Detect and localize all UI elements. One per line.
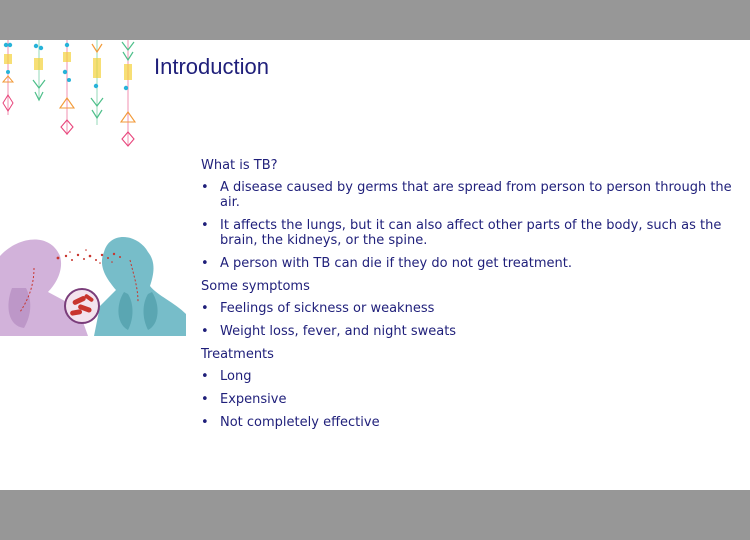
section-heading-treatments: Treatments bbox=[201, 347, 274, 362]
treatments-list bbox=[201, 369, 749, 430]
bullet: • bbox=[201, 369, 209, 384]
list-item: • It affects the lungs, but it can also affect other parts of the body, such as the brain, the kidneys, or the spine. bbox=[201, 218, 722, 248]
strand-3 bbox=[60, 40, 74, 135]
list-item: • A person with TB can die if they do not get treatment. bbox=[201, 256, 572, 271]
list-item: • Expensive bbox=[201, 392, 287, 407]
bacteria-magnifier bbox=[65, 289, 99, 323]
bullet: • bbox=[201, 218, 209, 233]
bullet: • bbox=[201, 324, 209, 339]
bullet: • bbox=[201, 392, 209, 407]
list-item: • Weight loss, fever, and night sweats bbox=[201, 324, 457, 339]
strand-4 bbox=[91, 40, 103, 125]
what-is-tb-list bbox=[201, 180, 749, 271]
list-item: • Long bbox=[201, 369, 252, 384]
slide bbox=[0, 40, 750, 490]
bullet: • bbox=[201, 180, 209, 195]
section-heading-symptoms: Some symptoms bbox=[201, 279, 310, 294]
bullet: • bbox=[201, 256, 209, 271]
strand-5 bbox=[121, 40, 135, 146]
section-heading-what-is-tb: What is TB? bbox=[201, 158, 278, 173]
slide-body bbox=[201, 158, 749, 438]
healthy-person-silhouette bbox=[94, 237, 186, 336]
list-item: • Not completely effective bbox=[201, 415, 380, 430]
strand-1 bbox=[3, 40, 13, 115]
strand-2 bbox=[33, 40, 45, 100]
slide-title: Introduction bbox=[154, 54, 269, 79]
list-item: • A disease caused by germs that are spread from person to person through the air. bbox=[201, 180, 732, 210]
list-item: • Feelings of sickness or weakness bbox=[201, 301, 435, 316]
bullet: • bbox=[201, 415, 209, 430]
dna-strands-decoration bbox=[0, 40, 150, 150]
tb-transmission-illustration bbox=[0, 228, 190, 336]
bullet: • bbox=[201, 301, 209, 316]
symptoms-list bbox=[201, 301, 749, 339]
